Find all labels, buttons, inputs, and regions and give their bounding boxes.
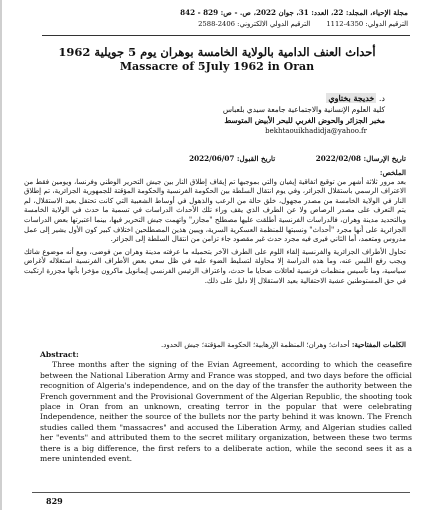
journal-header [180, 8, 408, 29]
date-accepted: تاريخ القبول: 2022/06/07 [189, 154, 276, 163]
abstract-english-text: Three months after the signing of the Evian Agreement, according to which the ceasefire between the National Liberation Army and France was stopped, and two days before the official recognition of Algeria's independence, and on the day of the transfer the authority between the French government and the Provisional Government of the Algerian Republic, the shooting took place in Oran from an unknown, creating terror in the popular that were celebrating Independence, neither the source of the bullets nor the party behind it was known. The French studies called them "massacres" and accused the Liberation Army, and Algerian studies called her "events" and attributed them to the secret military organization, between these two terms there is a big difference, the first refers to a deliberate action, while the second sees it as a mere unintended event. [40, 360, 412, 464]
date-sent: تاريخ الإرسال: 2022/02/08 [315, 154, 406, 163]
abstract-arabic [24, 168, 406, 286]
author-affiliation-faculty: كلية العلوم الإنسانية والاجتماعية جامعة سيدي بلعباس [222, 105, 385, 114]
author-name [85, 93, 385, 104]
author-email: bekhtaouikhadidja@yahoo.fr [265, 127, 367, 135]
journal-citation: مجلة الإحياء، المجلد: 22، العدد: 31، جوان 2022، ص. - ص: 829 - 842 [180, 8, 408, 17]
issn-electronic: الترقيم الدولي الالكتروني: 2406-2588 [198, 20, 311, 28]
journal-issn [180, 19, 408, 29]
abstract-english [40, 350, 412, 464]
footer-divider [32, 492, 410, 493]
keywords-arabic-text: أحداث؛ وهران؛ المنظمة الإرهابية؛ الحكومة المؤقتة؛ جيش الحدود. [161, 341, 350, 349]
header-divider [42, 35, 410, 36]
abstract-arabic-paragraph-1: بعد مرور ثلاثة أشهر من توقيع اتفاقية إيفيان والتي بموجبها تم إيقاف إطلاق النار بين جيش التحرير الوطني وفرنسا، ويومين فقط من الاعتراف الرسمي باستقلال الجزائر، وفي يوم انتقال السلطة بين الحكومة الفرنسية والحكومة المؤقتة للجمهورية الجزائرية، تم إطلاق النار في الولاية الخامسة من مصدر مجهول، خلق حالة من الرعب والذهول في أوساط الشعبية التي كانت تحتفل بعيد الاستقلال، لم يتم التعرف على مصدر الرصاص ولا عن الطرف الذي يقف وراء تلك الأحداث الدراسات في تسمية ما حدث في الولاية الخامسة وبالتحديد مدينة وهران، فالدراسات الفرنسية أطلقت عليها مصطلح "مجازر" واتهمت جيش التحرير فيها، بينما اعتبرتها بعض الدراسات الجزائرية على أنها مجرد "أحداث" ونسبتها للمنظمة العسكرية السرية، ويبين هذين المصطلحين اختلاف كبير كون الأول يشير إلى عمل مدروس ومتعمد، أما الثاني فيرى فيه مجرد حدث غير مقصود جاء تزامن من انتقال السلطة إلى الجزائر. [24, 177, 406, 244]
abstract-arabic-paragraph-2: تحاول الأطراف الجزائرية والفرنسية إلقاء اللوم على الطرف الآخر بتحميله ما عرفته مدينة وهران من فوضى، ومع أنه موضوع شائك ويجب رفع اللبس عنه، وما هذه الدراسة إلا محاولة لتسليط الضوء عليه في ظل سعي بعض الأطراف الفرنسية استغلاله لأغراض سياسية، وما تأسيس منظمات فرنسية لعائلات ضحايا ما حدث، واعتراف الرئيس الفرنسي إيمانويل ماكرون مؤخرا بأنها مجزرة ارتكبت في حق المستوطنين عشية الاحتفالية بعيد الاستقلال إلا دليل على ذلك. [24, 247, 406, 285]
article-title-arabic: أحداث العنف الدامية بالولاية الخامسة بوهران يوم 5 جويلية 1962 [58, 45, 376, 59]
author-block [85, 93, 385, 137]
submission-dates [151, 154, 406, 163]
abstract-english-label: Abstract: [40, 350, 79, 359]
article-title-english: Massacre of 5July 1962 in Oran [119, 60, 315, 73]
abstract-arabic-label: الملخص: [379, 168, 406, 177]
page-number: 829 [46, 496, 63, 506]
keywords-arabic [24, 340, 406, 350]
author-affiliation-lab: مخبر الجزائر والحوض الغربي للبحر الأبيض المتوسط [224, 116, 385, 125]
keywords-arabic-label: الكلمات المفتاحية: [351, 340, 406, 349]
author-title: د. [378, 94, 385, 103]
issn-print: الترقيم الدولي: 4350-1112 [326, 20, 408, 28]
author-name-text: خديجة بختاوي [328, 93, 375, 103]
